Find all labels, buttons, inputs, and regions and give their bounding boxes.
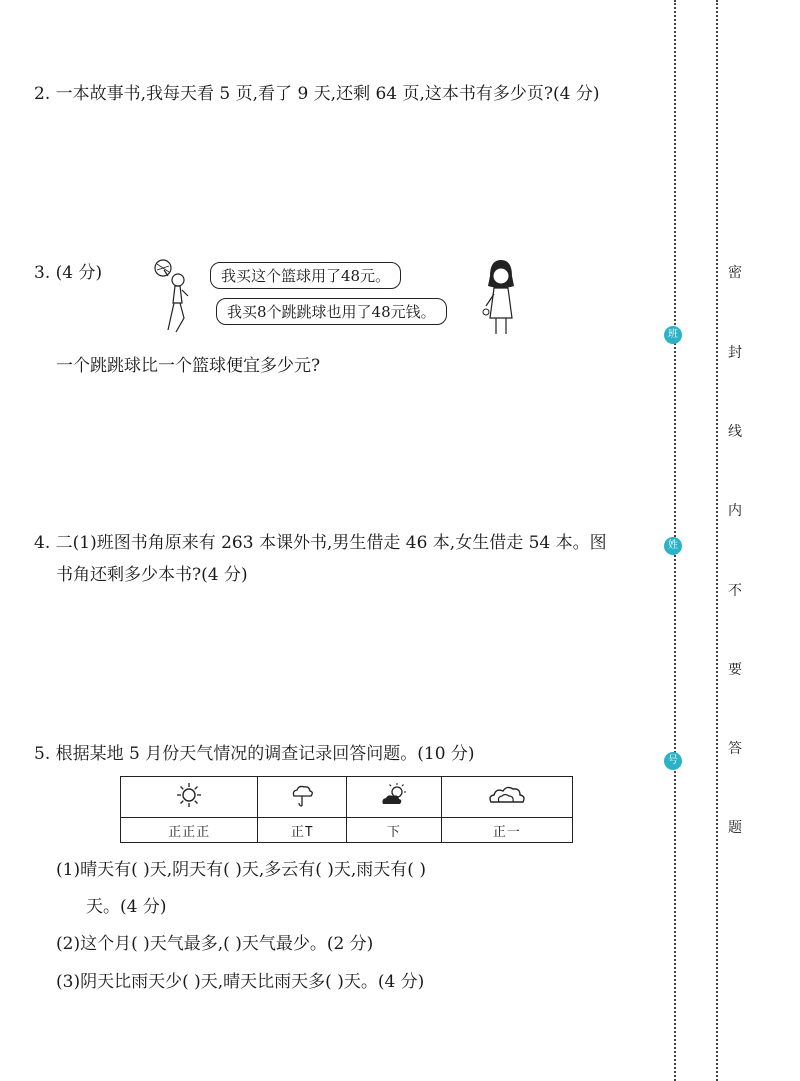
tally-partly-cloudy: 下: [347, 818, 442, 843]
subquestion-1-cont: 天。(4 分): [86, 897, 167, 917]
question-4-line2: 书角还剩多少本书?(4 分): [56, 565, 248, 586]
margin-char-6: 要: [728, 662, 742, 678]
rain-cloud-icon: [487, 782, 527, 808]
name-badge: 姓: [664, 537, 682, 555]
boy-with-basketball-figure: [148, 258, 198, 338]
margin-char-7: 答: [728, 741, 742, 757]
margin-char-2: 封: [728, 345, 742, 361]
cloudy-icon: [289, 782, 315, 808]
subquestion-2: (2)这个月( )天气最多,( )天气最少。(2 分): [56, 934, 374, 954]
tally-sunny: 正正正: [121, 818, 258, 843]
class-badge: 班: [664, 326, 682, 344]
partly-cloudy-icon: [380, 782, 408, 808]
question-5: 5. 根据某地 5 月份天气情况的调查记录回答问题。(10 分): [34, 744, 475, 764]
speech-bubble-bouncy-balls: 我买8个跳跳球也用了48元钱。: [216, 298, 447, 325]
weather-cell-overcast: [258, 777, 347, 818]
weather-cell-rainy: [441, 777, 572, 818]
speech-bubble-basketball: 我买这个篮球用了48元。: [210, 262, 401, 289]
question-4-line1: 4. 二(1)班图书角原来有 263 本课外书,男生借走 46 本,女生借走 54 本。图: [34, 533, 607, 553]
subquestion-1: (1)晴天有( )天,阴天有( )天,多云有( )天,雨天有( ): [56, 860, 426, 880]
margin-char-8: 题: [728, 820, 742, 836]
tally-overcast: 正T: [258, 818, 347, 843]
question-3-text: 一个跳跳球比一个篮球便宜多少元?: [56, 356, 321, 376]
weather-cell-partly-cloudy: [347, 777, 442, 818]
margin-char-3: 线: [728, 424, 742, 440]
seal-line-outer: [716, 0, 718, 1081]
question-3-label: 3. (4 分): [34, 263, 103, 283]
weather-cell-sunny: [121, 777, 258, 818]
question-2: 2. 一本故事书,我每天看 5 页,看了 9 天,还剩 64 页,这本书有多少页?(4 分): [34, 84, 600, 104]
question-4: [34, 527, 644, 592]
sun-icon: [176, 782, 202, 808]
margin-char-4: 内: [728, 503, 742, 519]
subquestion-3: (3)阴天比雨天少( )天,晴天比雨天多( )天。(4 分): [56, 972, 425, 992]
girl-figure: [476, 258, 526, 338]
weather-table: [120, 776, 573, 843]
number-badge: 号: [664, 752, 682, 770]
margin-char-5: 不: [728, 583, 742, 599]
margin-char-1: 密: [728, 265, 742, 281]
tally-rainy: 正一: [441, 818, 572, 843]
